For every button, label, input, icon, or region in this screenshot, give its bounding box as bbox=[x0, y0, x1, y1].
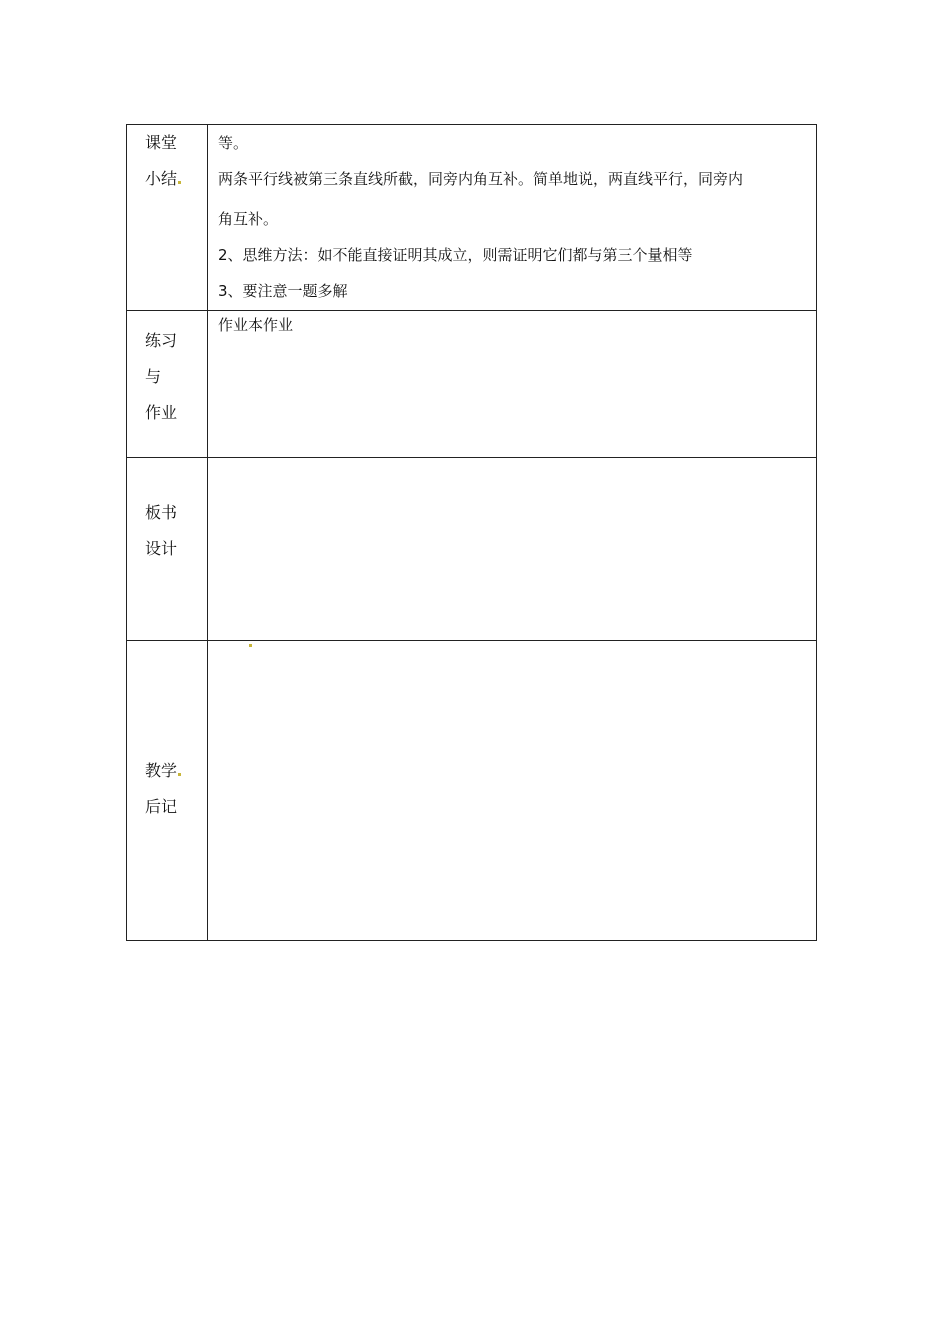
row-label-line bbox=[145, 161, 207, 197]
row-label bbox=[127, 125, 207, 197]
row-label bbox=[127, 311, 207, 431]
content-line: 等。 bbox=[218, 134, 249, 152]
lesson-plan-table bbox=[126, 124, 817, 941]
row-label-line-text: 小结 bbox=[145, 169, 178, 188]
row-label-line: 设计 bbox=[145, 539, 178, 558]
table-row-reflection bbox=[127, 641, 817, 941]
content-line: 2、思维方法：如不能直接证明其成立，则需证明它们都与第三个量相等 bbox=[218, 246, 693, 264]
marker-dot bbox=[178, 773, 181, 776]
row-label-line: 后记 bbox=[145, 797, 178, 816]
table-row-board-design bbox=[127, 458, 817, 641]
row-label-cell bbox=[127, 641, 208, 941]
row-label-line: 练习 bbox=[145, 331, 178, 350]
marker-dot bbox=[249, 644, 252, 647]
row-content-cell bbox=[208, 458, 817, 641]
row-label-cell bbox=[127, 458, 208, 641]
row-content-cell bbox=[208, 641, 817, 941]
row-content-cell bbox=[208, 311, 817, 458]
row-label bbox=[127, 641, 207, 825]
row-label bbox=[127, 458, 207, 567]
marker-dot bbox=[178, 181, 181, 184]
row-label-line-text: 教学 bbox=[145, 761, 178, 780]
table-row-homework bbox=[127, 311, 817, 458]
row-label-line: 板书 bbox=[145, 503, 178, 522]
row-label-line bbox=[145, 753, 207, 789]
row-label-cell bbox=[127, 125, 208, 311]
row-content bbox=[208, 311, 816, 339]
row-content-cell bbox=[208, 125, 817, 311]
table-row-summary bbox=[127, 125, 817, 311]
content-line: 作业本作业 bbox=[218, 316, 294, 334]
content-line: 角互补。 bbox=[218, 210, 279, 228]
content-line: 3、要注意一题多解 bbox=[218, 282, 348, 300]
row-label-line: 与 bbox=[145, 367, 162, 386]
content-line: 两条平行线被第三条直线所截，同旁内角互补。简单地说，两直线平行，同旁内 bbox=[218, 170, 744, 188]
row-label-line: 作业 bbox=[145, 403, 178, 422]
row-label-cell bbox=[127, 311, 208, 458]
row-content bbox=[208, 125, 816, 309]
row-label-line: 课堂 bbox=[145, 133, 178, 152]
